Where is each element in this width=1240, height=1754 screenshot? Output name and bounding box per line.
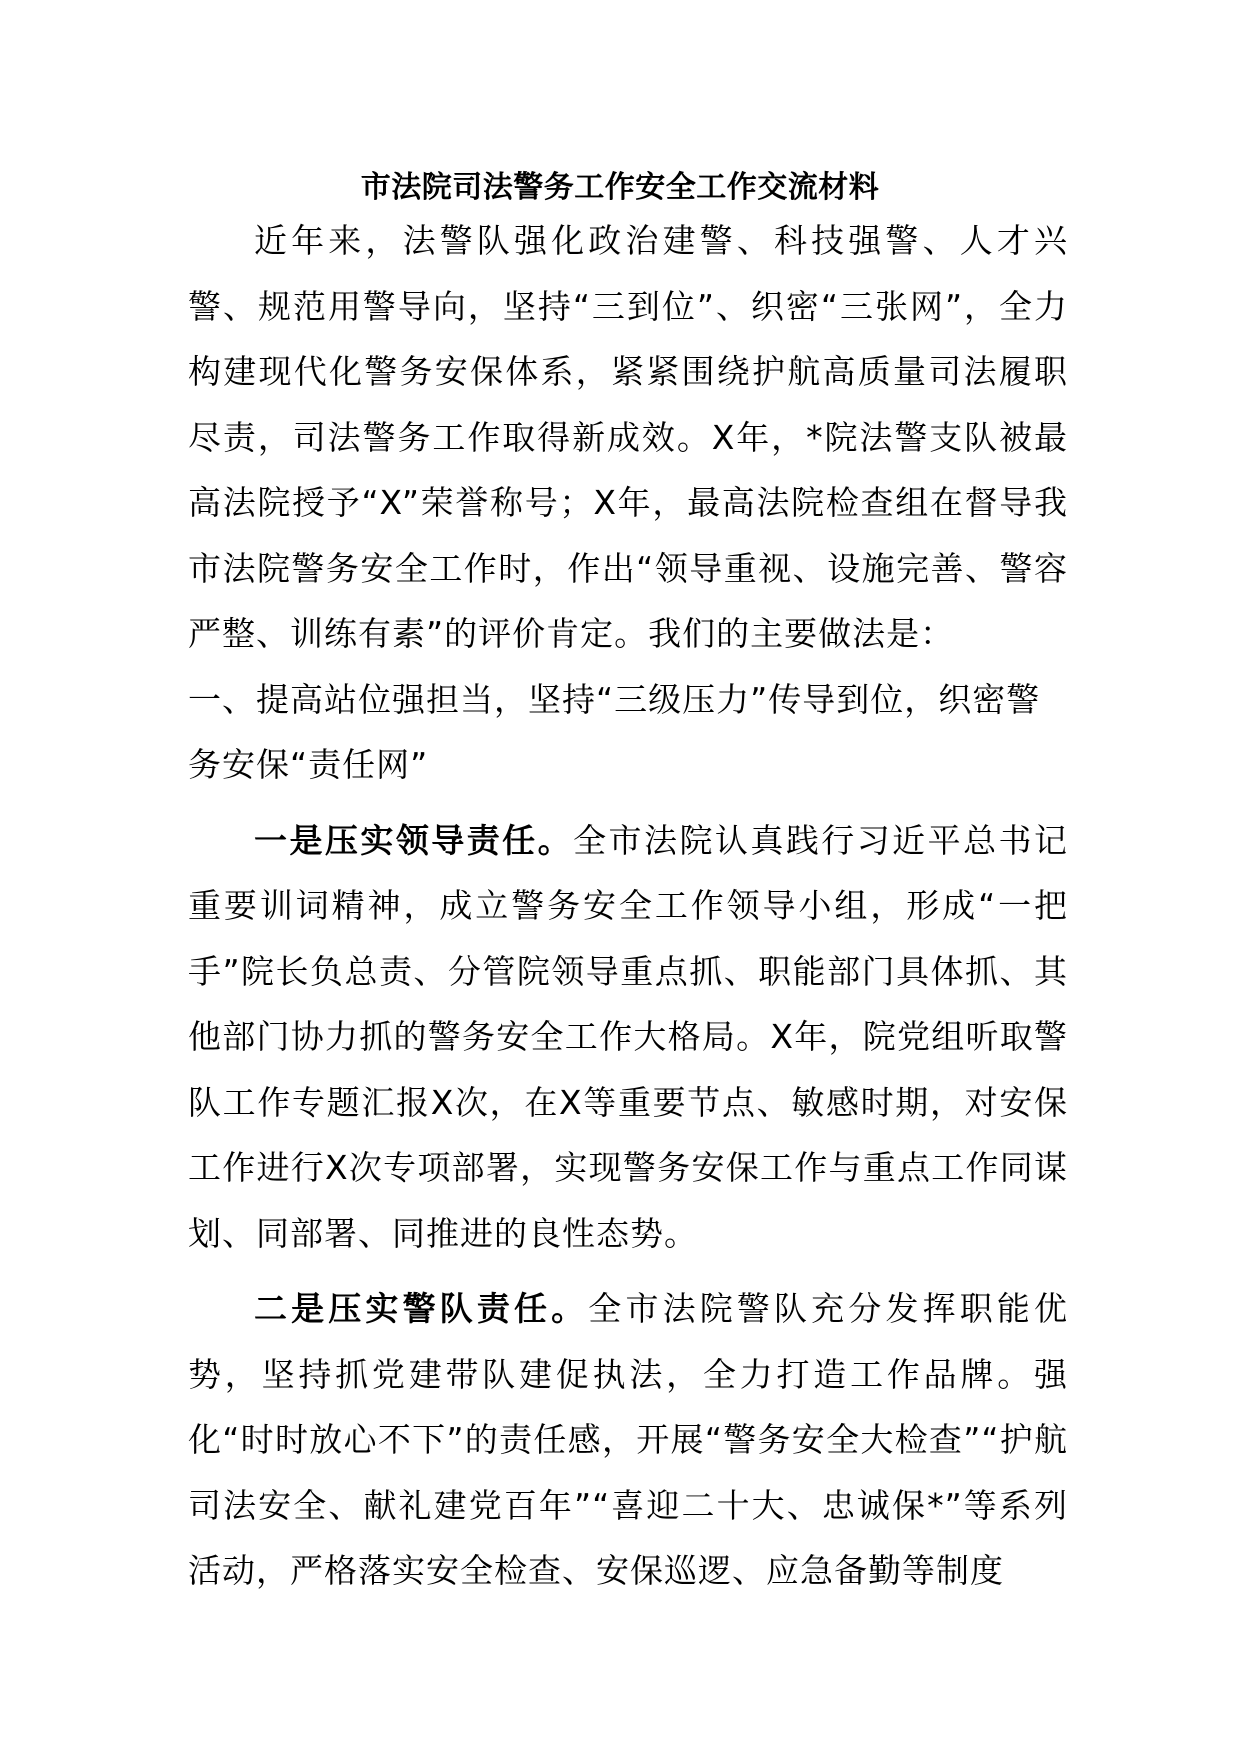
paragraph-text: 全市法院认真践行习近平总书记重要训词精神，成立警务安全工作领导小组，形成“一把手”院长负总责、分管院领导重点抓、职能部门具体抓、其他部门协力抓的警务安全工作大格局。X年，院党组听取警队工作专题汇报X次，在X等重要节点、敏感时期，对安保工作进行X次专项部署，实现警务安保工作与重点工作同谋划、同部署、同推进的良性态势。 — [188, 820, 1069, 1253]
paragraph-lead: 一是压实领导责任。 — [254, 820, 574, 860]
paragraph-lead: 二是压实警队责任。 — [254, 1289, 589, 1328]
section-heading: 一、提高站位强担当，坚持“三级压力”传导到位，织密警务安保“责任网” — [188, 679, 1041, 784]
paragraph-leadership-responsibility — [188, 808, 1068, 1267]
paragraph-text: 全市法院警队充分发挥职能优势，坚持抓党建带队建促执法，全力打造工作品牌。强化“时时放心不下”的责任感，开展“警务安全大检查”“护航司法安全、献礼建党百年”“喜迎二十大、忠诚保*”等系列活动，严格落实安全检查、安保巡逻、应急备勤等制度 — [188, 1289, 1069, 1590]
paragraph-team-responsibility — [188, 1276, 1068, 1604]
intro-paragraph: 近年来，法警队强化政治建警、科技强警、人才兴警、规范用警导向，坚持“三到位”、织密“三张网”，全力构建现代化警务安保体系，紧紧围绕护航高质量司法履职尽责，司法警务工作取得新成效。X年，*院法警支队被最高法院授予“X”荣誉称号；X年，最高法院检查组在督导我市法院警务安全工作时，作出“领导重视、设施完善、警容严整、训练有素”的评价肯定。我们的主要做法是： — [188, 221, 1068, 653]
document-title: 市法院司法警务工作安全工作交流材料 — [360, 170, 880, 205]
document-body — [188, 208, 1068, 1604]
